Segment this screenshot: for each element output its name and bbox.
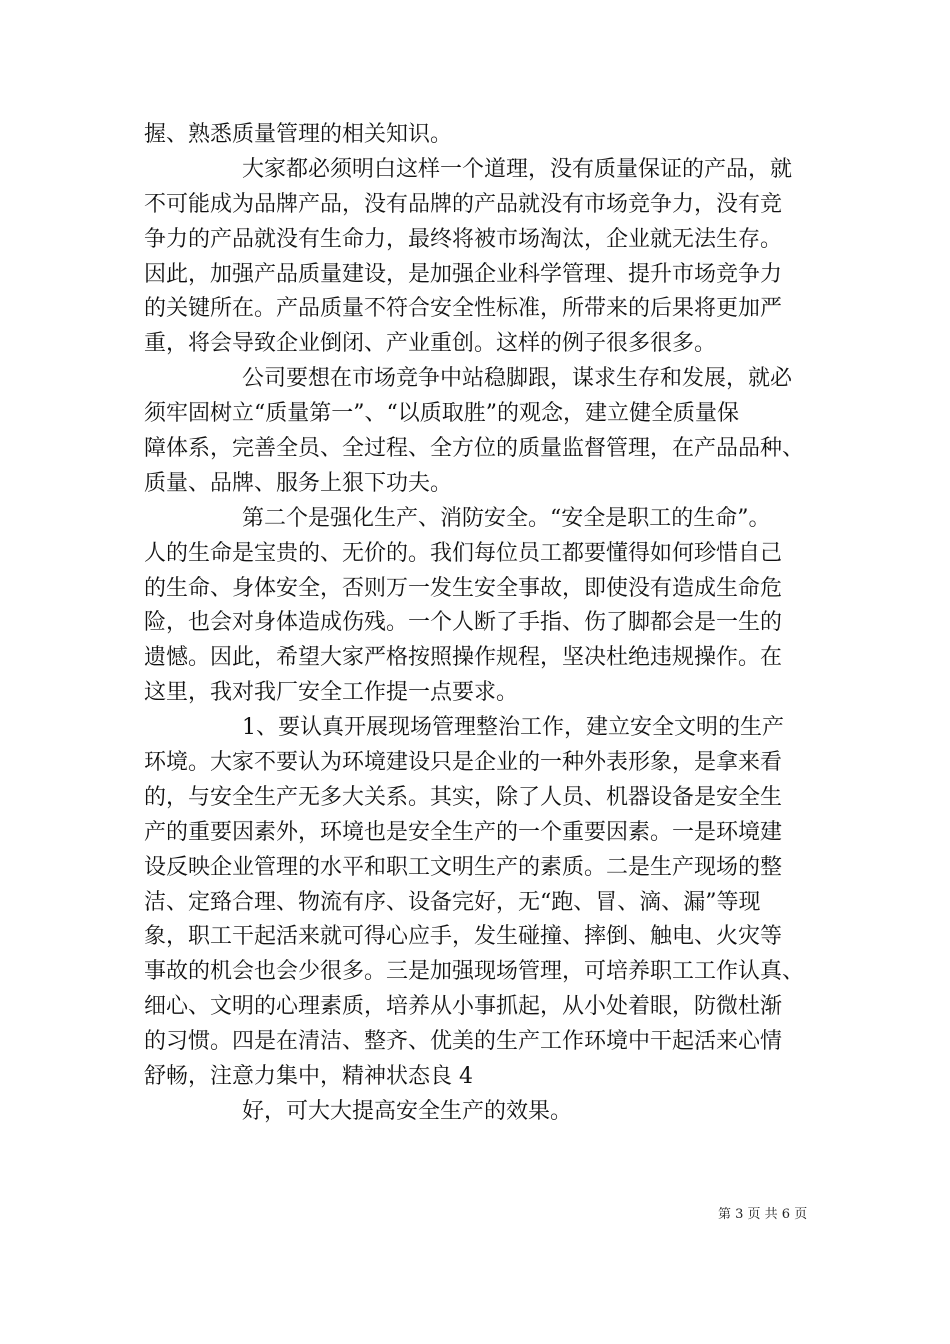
text-line: 重，将会导致企业倒闭、产业重创。这样的例子很多很多。 <box>144 331 717 357</box>
body-text <box>144 118 834 1130</box>
text-line: 设反映企业管理的水平和职工文明生产的素质。二是生产现场的整 <box>144 854 783 880</box>
text-line: 环境。大家不要认为环境建设只是企业的一种外表形象，是拿来看 <box>144 750 783 776</box>
text-line: 不可能成为品牌产品，没有品牌的产品就没有市场竞争力，没有竞 <box>144 191 783 217</box>
text-line: 大家都必须明白这样一个道理，没有质量保证的产品，就 <box>242 156 793 182</box>
text-line: 的习惯。四是在清洁、整齐、优美的生产工作环境中干起活来心情 <box>144 1029 783 1055</box>
text-line: 事故的机会也会少很多。三是加强现场管理，可培养职工工作认真、 <box>144 959 805 985</box>
text-line: 象，职工干起活来就可得心应手，发生碰撞、摔倒、触电、火灾等 <box>144 924 783 950</box>
text-line: 人的生命是宝贵的、无价的。我们每位员工都要懂得如何珍惜自己 <box>144 540 783 566</box>
text-line: 公司要想在市场竞争中站稳脚跟，谋求生存和发展，就必 <box>242 366 793 392</box>
text-line: 障体系，完善全员、全过程、全方位的质量监督管理，在产品品种、 <box>144 436 805 462</box>
text-line: 的生命、身体安全，否则万一发生安全事故，即使没有造成生命危 <box>144 575 783 601</box>
text-line: 握、熟悉质量管理的相关知识。 <box>144 122 453 147</box>
text-line: 险，也会对身体造成伤残。一个人断了手指、伤了脚都会是一生的 <box>144 610 783 636</box>
text-line: 第二个是强化生产、消防安全。“安全是职工的生命”。 <box>242 505 771 531</box>
text-line: 因此，加强产品质量建设，是加强企业科学管理、提升市场竞争力 <box>144 261 783 287</box>
text-line: 洁、定臵合理、物流有序、设备完好，无“跑、冒、滴、漏”等现 <box>144 889 761 915</box>
text-line: 的，与安全生产无多大关系。其实，除了人员、机器设备是安全生 <box>144 784 783 810</box>
page-number-footer: 第 3 页 共 6 页 <box>718 1207 808 1222</box>
text-line: 好，可大大提高安全生产的效果。 <box>242 1098 573 1124</box>
text-line: 1、要认真开展现场管理整治工作，建立安全文明的生产 <box>242 715 784 741</box>
text-line: 这里，我对我厂安全工作提一点要求。 <box>144 680 519 706</box>
text-line: 遗憾。因此，希望大家严格按照操作规程，坚决杜绝违规操作。在 <box>144 645 783 671</box>
text-line: 争力的产品就没有生命力，最终将被市场淘汰，企业就无法生存。 <box>144 226 783 252</box>
text-line: 细心、文明的心理素质，培养从小事抓起，从小处着眼，防微杜渐 <box>144 994 783 1020</box>
text-line: 质量、品牌、服务上狠下功夫。 <box>144 470 453 496</box>
text-line: 的关键所在。产品质量不符合安全性标准，所带来的后果将更加严 <box>144 296 783 322</box>
text-line: 产的重要因素外，环境也是安全生产的一个重要因素。一是环境建 <box>144 819 783 845</box>
text-line: 须牢固树立“质量第一”、“以质取胜”的观念，建立健全质量保 <box>144 401 739 427</box>
text-line: 舒畅，注意力集中，精神状态良 4 <box>144 1064 473 1090</box>
